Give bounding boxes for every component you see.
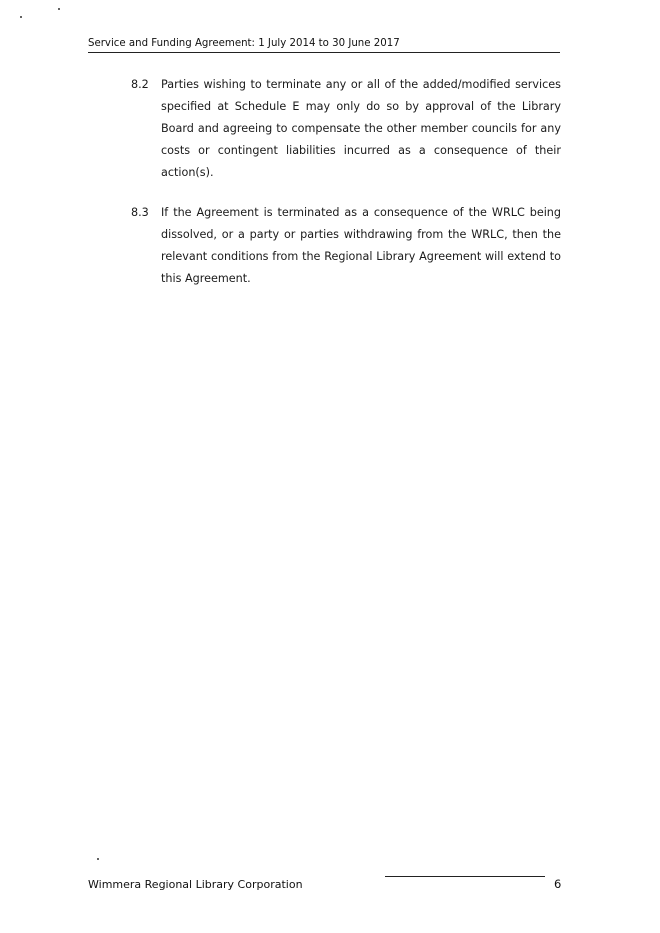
clause-text: Parties wishing to terminate any or all of the added/modified services specified at Schedule E may only do so by approval of the Library Board and agreeing to compensate the other member councils for any costs or contingent liabilities incurred as a consequence of their action(s).: [161, 78, 561, 179]
scan-speck: [58, 8, 60, 10]
clause-number: 8.3: [131, 206, 149, 219]
footer-rule: [385, 876, 545, 877]
clause-8-3: [131, 202, 561, 290]
page-number: 6: [554, 877, 562, 891]
scan-speck: [97, 858, 99, 860]
clause-8-2: [131, 74, 561, 184]
footer-organization: Wimmera Regional Library Corporation: [88, 878, 303, 891]
page-header: [88, 38, 560, 53]
scan-speck: [20, 16, 22, 18]
clause-list: [131, 74, 561, 308]
header-title: Service and Funding Agreement: 1 July 2014 to 30 June 2017: [88, 38, 400, 49]
clause-text: If the Agreement is terminated as a consequence of the WRLC being dissolved, or a party or parties withdrawing from the WRLC, then the relevant conditions from the Regional Library Agreement will extend to this Agreement.: [161, 206, 561, 285]
clause-number: 8.2: [131, 78, 149, 91]
